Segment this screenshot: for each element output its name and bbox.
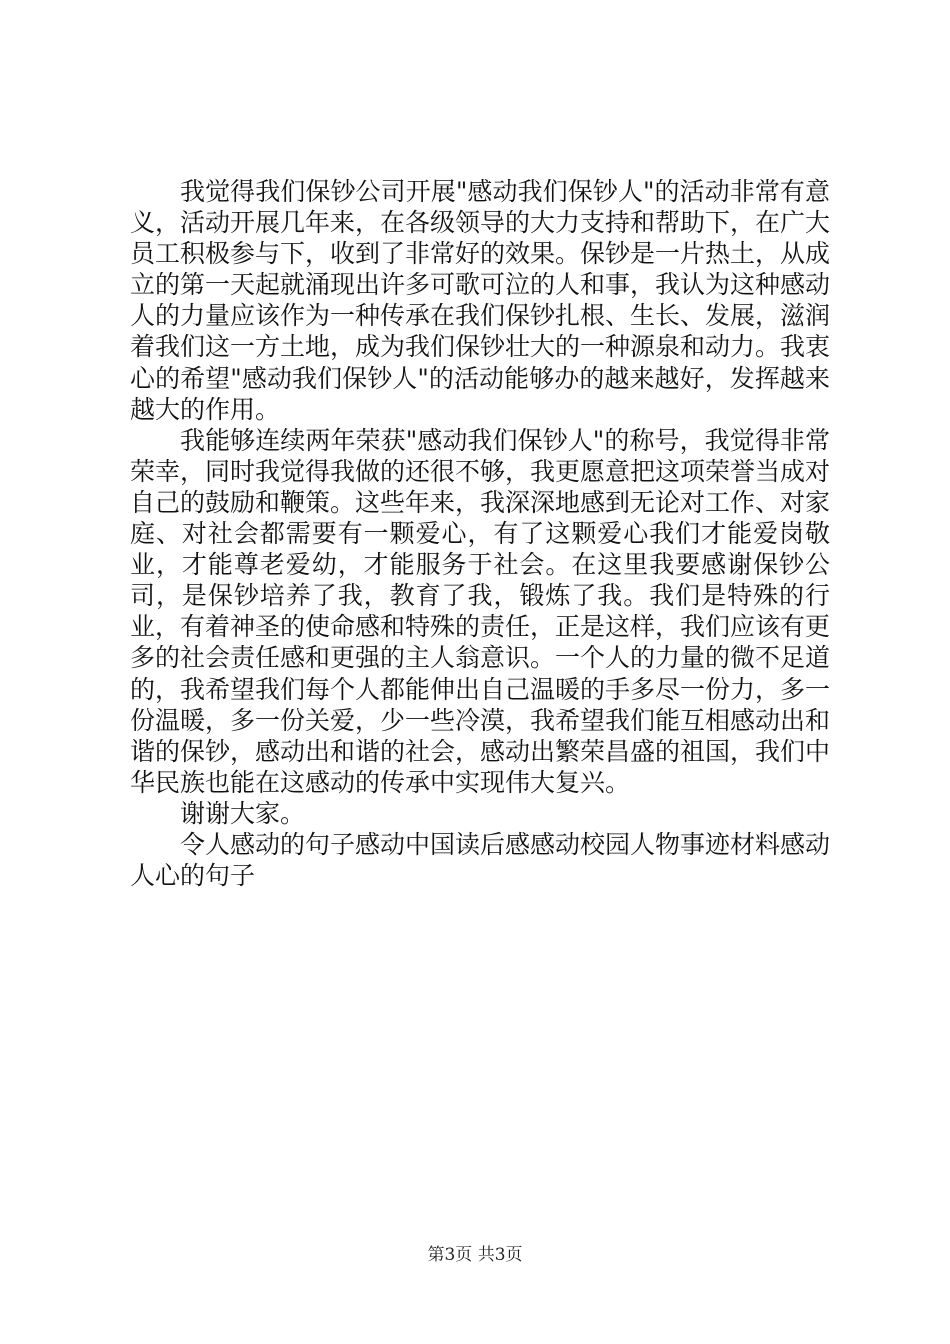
page-number-footer: 第3页 共3页: [427, 1245, 523, 1265]
paragraph-thanks: 谢谢大家。: [180, 798, 306, 828]
paragraph-related-titles: 令人感动的句子感动中国读后感感动校园人物事迹材料感动人心的句子: [130, 829, 831, 891]
paragraph-honor: 我能够连续两年荣获"感动我们保钞人"的称号，我觉得非常荣幸，同时我觉得我做的还很不够，我更愿意把这项荣誉当成对自己的鼓励和鞭策。这些年来，我深深地感到无论对工作、对家庭、对社会都需要有一颗爱心，有了这颗爱心我们才能爱岗敬业，才能尊老爱幼，才能服务于社会。在这里我要感谢保钞公司，是保钞培养了我，教育了我，锻炼了我。我们是特殊的行业，有着神圣的使命感和特殊的责任，正是这样，我们应该有更多的社会责任感和更强的主人翁意识。一个人的力量的微不足道的，我希望我们每个人都能伸出自己温暖的手多尽一份力，多一份温暖，多一份关爱，少一些冷漠，我希望我们能互相感动出和谐的保钞，感动出和谐的社会，感动出繁荣昌盛的祖国，我们中华民族也能在这感动的传承中实现伟大复兴。: [130, 425, 831, 797]
paragraph-intro: 我觉得我们保钞公司开展"感动我们保钞人"的活动非常有意义，活动开展几年来，在各级领导的大力支持和帮助下，在广大员工积极参与下，收到了非常好的效果。保钞是一片热土，从成立的第一天起就涌现出许多可歌可泣的人和事，我认为这种感动人的力量应该作为一种传承在我们保钞扎根、生长、发展，滋润着我们这一方土地，成为我们保钞壮大的一种源泉和动力。我衷心的希望"感动我们保钞人"的活动能够办的越来越好，发挥越来越大的作用。: [130, 177, 831, 424]
document-body: [130, 176, 830, 891]
